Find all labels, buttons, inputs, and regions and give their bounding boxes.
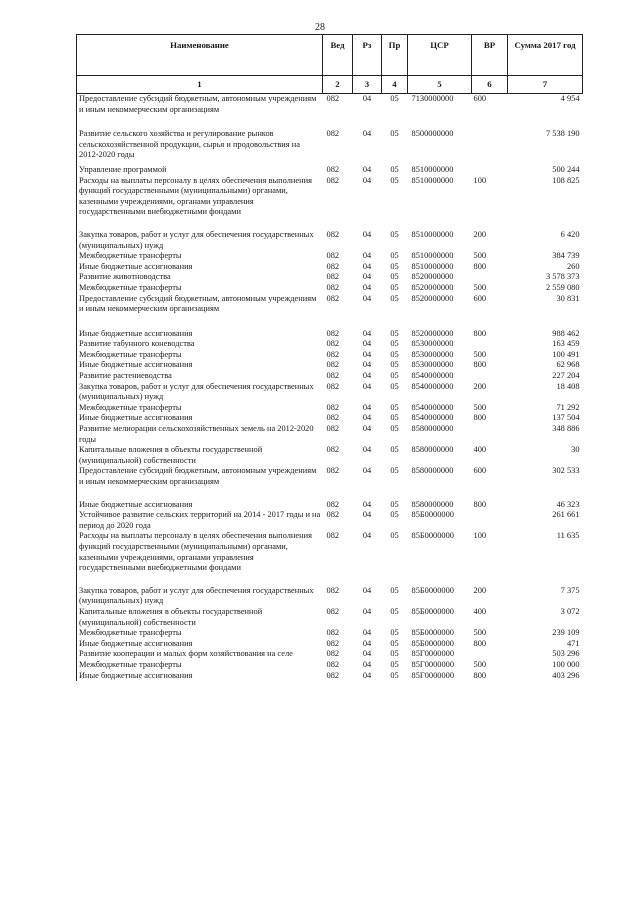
row-name: Иные бюджетные ассигнования (77, 413, 323, 424)
row-sum: 503 296 (552, 649, 580, 659)
row-pr: 05 (390, 638, 399, 648)
row-csr: 8530000000 (411, 349, 454, 359)
row-ved: 082 (326, 445, 340, 455)
row-sum: 261 661 (552, 510, 580, 520)
row-name: Капитальные вложения в объекты государственной (муниципальной) собственности (77, 445, 323, 466)
row-rz: 04 (362, 339, 372, 349)
row-csr: 8580000000 (411, 466, 454, 476)
row-sum: 384 739 (552, 251, 580, 261)
row-pr: 05 (390, 175, 399, 185)
table-row (77, 294, 583, 329)
row-pr: 05 (390, 129, 399, 139)
row-csr: 8540000000 (411, 371, 454, 381)
row-vr (472, 339, 508, 350)
row-name: Межбюджетные трансферты (77, 251, 323, 262)
row-vr (472, 129, 508, 165)
row-vr (472, 510, 508, 531)
row-vr: 500 (473, 628, 487, 638)
column-index: 7 (508, 76, 583, 94)
row-vr: 500 (473, 251, 487, 261)
row-sum: 403 296 (552, 670, 580, 680)
row-ved: 082 (326, 164, 340, 174)
row-pr: 05 (390, 499, 399, 509)
row-ved: 082 (326, 282, 340, 292)
row-sum: 3 578 373 (546, 272, 580, 282)
table-row (77, 649, 583, 660)
row-ved: 082 (326, 638, 340, 648)
row-sum: 100 000 (552, 659, 580, 669)
row-name: Межбюджетные трансферты (77, 350, 323, 361)
row-rz: 04 (362, 499, 372, 509)
row-vr: 400 (473, 445, 487, 455)
row-rz: 04 (362, 424, 372, 434)
row-name: Устойчивое развитие сельских территорий на 2014 - 2017 годы и на период до 2020 года (77, 510, 323, 531)
row-vr (472, 272, 508, 283)
row-pr: 05 (390, 328, 399, 338)
row-csr: 8510000000 (411, 261, 454, 271)
row-name: Иные бюджетные ассигнования (77, 360, 323, 371)
row-vr (472, 165, 508, 176)
row-ved: 082 (326, 424, 340, 434)
table-row (77, 350, 583, 361)
table-row (77, 262, 583, 273)
row-ved: 082 (326, 606, 340, 616)
row-sum: 71 292 (556, 402, 580, 412)
row-name: Управление программой (77, 165, 323, 176)
table-row (77, 339, 583, 350)
row-pr: 05 (390, 339, 399, 349)
row-rz: 04 (362, 94, 372, 103)
row-rz: 04 (362, 585, 372, 595)
table-row (77, 586, 583, 607)
row-pr: 05 (390, 360, 399, 370)
row-ved: 082 (326, 328, 340, 338)
row-sum: 227 204 (552, 371, 580, 381)
row-csr: 85Г0000000 (411, 659, 455, 669)
row-ved: 082 (326, 261, 340, 271)
table-row (77, 531, 583, 585)
row-ved: 082 (326, 293, 340, 303)
row-csr: 8510000000 (411, 164, 454, 174)
row-sum: 4 954 (560, 94, 580, 103)
table-row (77, 413, 583, 424)
row-pr: 05 (390, 282, 399, 292)
row-vr: 500 (473, 349, 487, 359)
row-sum: 2 559 080 (546, 282, 580, 292)
row-vr: 600 (473, 293, 487, 303)
row-sum: 30 831 (556, 293, 580, 303)
row-vr: 100 (473, 531, 487, 541)
row-rz: 04 (362, 606, 372, 616)
row-name: Иные бюджетные ассигнования (77, 639, 323, 650)
row-name: Межбюджетные трансферты (77, 628, 323, 639)
row-pr: 05 (390, 371, 399, 381)
header-row (77, 35, 583, 76)
row-ved: 082 (326, 272, 340, 282)
header-pr: Пр (382, 35, 408, 76)
row-name: Развитие растениеводства (77, 371, 323, 382)
row-pr: 05 (390, 649, 399, 659)
page-number: 28 (315, 22, 325, 33)
table-row (77, 403, 583, 414)
row-sum: 302 533 (552, 466, 580, 476)
row-rz: 04 (362, 649, 372, 659)
column-index: 2 (323, 76, 353, 94)
column-index-row (77, 76, 583, 94)
row-sum: 239 109 (552, 628, 580, 638)
row-sum: 137 504 (552, 413, 580, 423)
row-rz: 04 (362, 129, 372, 139)
row-pr: 05 (390, 413, 399, 423)
row-csr: 8580000000 (411, 445, 454, 455)
row-rz: 04 (362, 413, 372, 423)
row-rz: 04 (362, 360, 372, 370)
row-sum: 260 (566, 261, 580, 271)
row-name: Предоставление субсидий бюджетным, автономным учреждениям и иным некоммерческим организациям (77, 466, 323, 499)
row-pr: 05 (390, 445, 399, 455)
row-name: Закупка товаров, работ и услуг для обеспечения государственных (муниципальных) нужд (77, 382, 323, 403)
row-csr: 8540000000 (411, 402, 454, 412)
row-csr: 8530000000 (411, 339, 454, 349)
row-rz: 04 (362, 293, 372, 303)
row-csr: 7130000000 (411, 94, 454, 103)
table-row (77, 371, 583, 382)
table-row (77, 360, 583, 371)
row-csr: 8540000000 (411, 413, 454, 423)
row-ved: 082 (326, 402, 340, 412)
row-ved: 082 (326, 381, 340, 391)
row-name: Развитие сельского хозяйства и регулирование рынков сельскохозяйственной продукции, сырья и продовольствия на 2012-2020 годы (77, 129, 323, 165)
row-csr: 8500000000 (411, 129, 454, 139)
row-sum: 11 635 (556, 531, 580, 541)
row-csr: 8540000000 (411, 381, 454, 391)
table-row (77, 639, 583, 650)
row-pr: 05 (390, 585, 399, 595)
row-pr: 05 (390, 466, 399, 476)
row-rz: 04 (362, 638, 372, 648)
row-pr: 05 (390, 659, 399, 669)
row-vr: 200 (473, 229, 487, 239)
row-ved: 082 (326, 585, 340, 595)
row-ved: 082 (326, 129, 340, 139)
row-pr: 05 (390, 261, 399, 271)
table-row (77, 424, 583, 445)
row-csr: 8520000000 (411, 328, 454, 338)
row-vr: 200 (473, 381, 487, 391)
row-csr: 85Б0000000 (411, 585, 454, 595)
row-csr: 85Б0000000 (411, 510, 454, 520)
table-row (77, 671, 583, 682)
row-pr: 05 (390, 381, 399, 391)
row-pr: 05 (390, 402, 399, 412)
row-sum: 500 244 (552, 164, 580, 174)
column-index: 5 (408, 76, 472, 94)
row-sum: 3 072 (560, 606, 580, 616)
table-row (77, 272, 583, 283)
row-ved: 082 (326, 360, 340, 370)
row-rz: 04 (362, 402, 372, 412)
table-row (77, 251, 583, 262)
row-ved: 082 (326, 251, 340, 261)
row-rz: 04 (362, 261, 372, 271)
row-ved: 082 (326, 229, 340, 239)
row-name: Развитие табунного коневодства (77, 339, 323, 350)
row-csr: 8520000000 (411, 282, 454, 292)
row-pr: 05 (390, 510, 399, 520)
row-sum: 163 459 (552, 339, 580, 349)
header-rz: Рз (353, 35, 382, 76)
header-csr: ЦСР (408, 35, 472, 76)
row-csr: 85Б0000000 (411, 606, 454, 616)
row-rz: 04 (362, 164, 372, 174)
row-pr: 05 (390, 628, 399, 638)
row-pr: 05 (390, 424, 399, 434)
row-pr: 05 (390, 531, 399, 541)
table-row (77, 628, 583, 639)
budget-table (76, 34, 583, 681)
row-sum: 62 968 (556, 360, 580, 370)
row-vr: 800 (473, 261, 487, 271)
row-pr: 05 (390, 293, 399, 303)
row-csr: 8510000000 (411, 251, 454, 261)
row-ved: 082 (326, 499, 340, 509)
row-name: Расходы на выплаты персоналу в целях обеспечения выполнения функций государственными (муниципальными) органами, казенными учреждениями, органами управления государственными внебюджетными фондами (77, 176, 323, 230)
row-ved: 082 (326, 371, 340, 381)
table-row (77, 165, 583, 176)
table-row (77, 660, 583, 671)
row-vr: 600 (473, 466, 487, 476)
row-vr (472, 649, 508, 660)
row-rz: 04 (362, 670, 372, 680)
row-sum: 348 886 (552, 424, 580, 434)
row-vr: 500 (473, 282, 487, 292)
table-row (77, 283, 583, 294)
table-row (77, 510, 583, 531)
row-csr: 85Б0000000 (411, 531, 454, 541)
row-vr: 400 (473, 606, 487, 616)
row-csr: 85Б0000000 (411, 628, 454, 638)
header-ved: Вед (323, 35, 353, 76)
row-vr: 800 (473, 638, 487, 648)
row-sum: 471 (566, 638, 580, 648)
row-pr: 05 (390, 349, 399, 359)
row-sum: 7 375 (560, 585, 580, 595)
row-sum: 46 323 (556, 499, 580, 509)
row-vr: 500 (473, 659, 487, 669)
row-csr: 8580000000 (411, 424, 454, 434)
row-vr: 500 (473, 402, 487, 412)
row-ved: 082 (326, 510, 340, 520)
row-name: Межбюджетные трансферты (77, 283, 323, 294)
row-csr: 85Г0000000 (411, 649, 455, 659)
row-name: Капитальные вложения в объекты государственной (муниципальной) собственности (77, 607, 323, 628)
row-name: Развитие мелиорации сельскохозяйственных земель на 2012-2020 годы (77, 424, 323, 445)
table-row (77, 500, 583, 511)
row-ved: 082 (326, 531, 340, 541)
row-pr: 05 (390, 229, 399, 239)
row-vr: 800 (473, 499, 487, 509)
row-vr: 600 (473, 94, 487, 103)
row-name: Межбюджетные трансферты (77, 660, 323, 671)
row-ved: 082 (326, 94, 340, 103)
row-csr: 8510000000 (411, 175, 454, 185)
table-row (77, 466, 583, 499)
row-rz: 04 (362, 272, 372, 282)
row-name: Развитие животноводства (77, 272, 323, 283)
row-pr: 05 (390, 164, 399, 174)
table-row (77, 382, 583, 403)
row-rz: 04 (362, 531, 372, 541)
row-vr: 200 (473, 585, 487, 595)
row-ved: 082 (326, 339, 340, 349)
row-ved: 082 (326, 466, 340, 476)
row-name: Иные бюджетные ассигнования (77, 500, 323, 511)
row-rz: 04 (362, 466, 372, 476)
column-index: 4 (382, 76, 408, 94)
row-vr: 800 (473, 670, 487, 680)
row-vr: 800 (473, 328, 487, 338)
row-pr: 05 (390, 272, 399, 282)
row-sum: 108 825 (552, 175, 580, 185)
row-rz: 04 (362, 381, 372, 391)
row-pr: 05 (390, 670, 399, 680)
table-body (77, 94, 583, 682)
row-csr: 85Г0000000 (411, 670, 455, 680)
row-rz: 04 (362, 328, 372, 338)
row-sum: 30 (571, 445, 580, 455)
row-rz: 04 (362, 282, 372, 292)
row-name: Развитие кооперации и малых форм хозяйствования на селе (77, 649, 323, 660)
header-name: Наименование (77, 35, 323, 76)
table-row (77, 329, 583, 340)
row-rz: 04 (362, 628, 372, 638)
row-name: Иные бюджетные ассигнования (77, 671, 323, 682)
row-name: Расходы на выплаты персоналу в целях обеспечения выполнения функций государственными (муниципальными) органами, казенными учреждениями, органами управления государственными внебюджетными фондами (77, 531, 323, 585)
header-sum: Сумма 2017 год (508, 35, 583, 76)
row-rz: 04 (362, 229, 372, 239)
row-pr: 05 (390, 94, 399, 103)
row-csr: 8520000000 (411, 293, 454, 303)
row-csr: 8510000000 (411, 229, 454, 239)
row-sum: 988 462 (552, 328, 580, 338)
row-csr: 8520000000 (411, 272, 454, 282)
row-pr: 05 (390, 251, 399, 261)
row-csr: 85Б0000000 (411, 638, 454, 648)
column-index: 1 (77, 76, 323, 94)
row-rz: 04 (362, 371, 372, 381)
table-row (77, 94, 583, 130)
row-vr (472, 371, 508, 382)
row-ved: 082 (326, 175, 340, 185)
row-rz: 04 (362, 251, 372, 261)
row-vr: 800 (473, 360, 487, 370)
row-rz: 04 (362, 349, 372, 359)
row-ved: 082 (326, 649, 340, 659)
column-index: 3 (353, 76, 382, 94)
row-sum: 18 408 (556, 381, 580, 391)
row-name: Закупка товаров, работ и услуг для обеспечения государственных (муниципальных) нужд (77, 230, 323, 251)
row-vr (472, 424, 508, 445)
row-name: Иные бюджетные ассигнования (77, 329, 323, 340)
row-ved: 082 (326, 659, 340, 669)
table-row (77, 129, 583, 165)
row-name: Предоставление субсидий бюджетным, автономным учреждениям и иным некоммерческим организациям (77, 94, 323, 130)
row-name: Закупка товаров, работ и услуг для обеспечения государственных (муниципальных) нужд (77, 586, 323, 607)
row-ved: 082 (326, 670, 340, 680)
row-vr: 100 (473, 175, 487, 185)
row-name: Предоставление субсидий бюджетным, автономным учреждениям и иным некоммерческим организациям (77, 294, 323, 329)
row-sum: 7 538 190 (546, 129, 580, 139)
row-name: Иные бюджетные ассигнования (77, 262, 323, 273)
row-rz: 04 (362, 175, 372, 185)
row-rz: 04 (362, 510, 372, 520)
row-ved: 082 (326, 628, 340, 638)
row-name: Межбюджетные трансферты (77, 403, 323, 414)
header-vr: ВР (472, 35, 508, 76)
row-sum: 6 420 (560, 229, 580, 239)
row-vr: 800 (473, 413, 487, 423)
table-row (77, 445, 583, 466)
table-row (77, 607, 583, 628)
table-row (77, 176, 583, 230)
row-ved: 082 (326, 413, 340, 423)
row-ved: 082 (326, 349, 340, 359)
row-csr: 8580000000 (411, 499, 454, 509)
column-index: 6 (472, 76, 508, 94)
row-pr: 05 (390, 606, 399, 616)
row-rz: 04 (362, 445, 372, 455)
row-rz: 04 (362, 659, 372, 669)
row-csr: 8530000000 (411, 360, 454, 370)
table-row (77, 230, 583, 251)
row-sum: 100 491 (552, 349, 580, 359)
